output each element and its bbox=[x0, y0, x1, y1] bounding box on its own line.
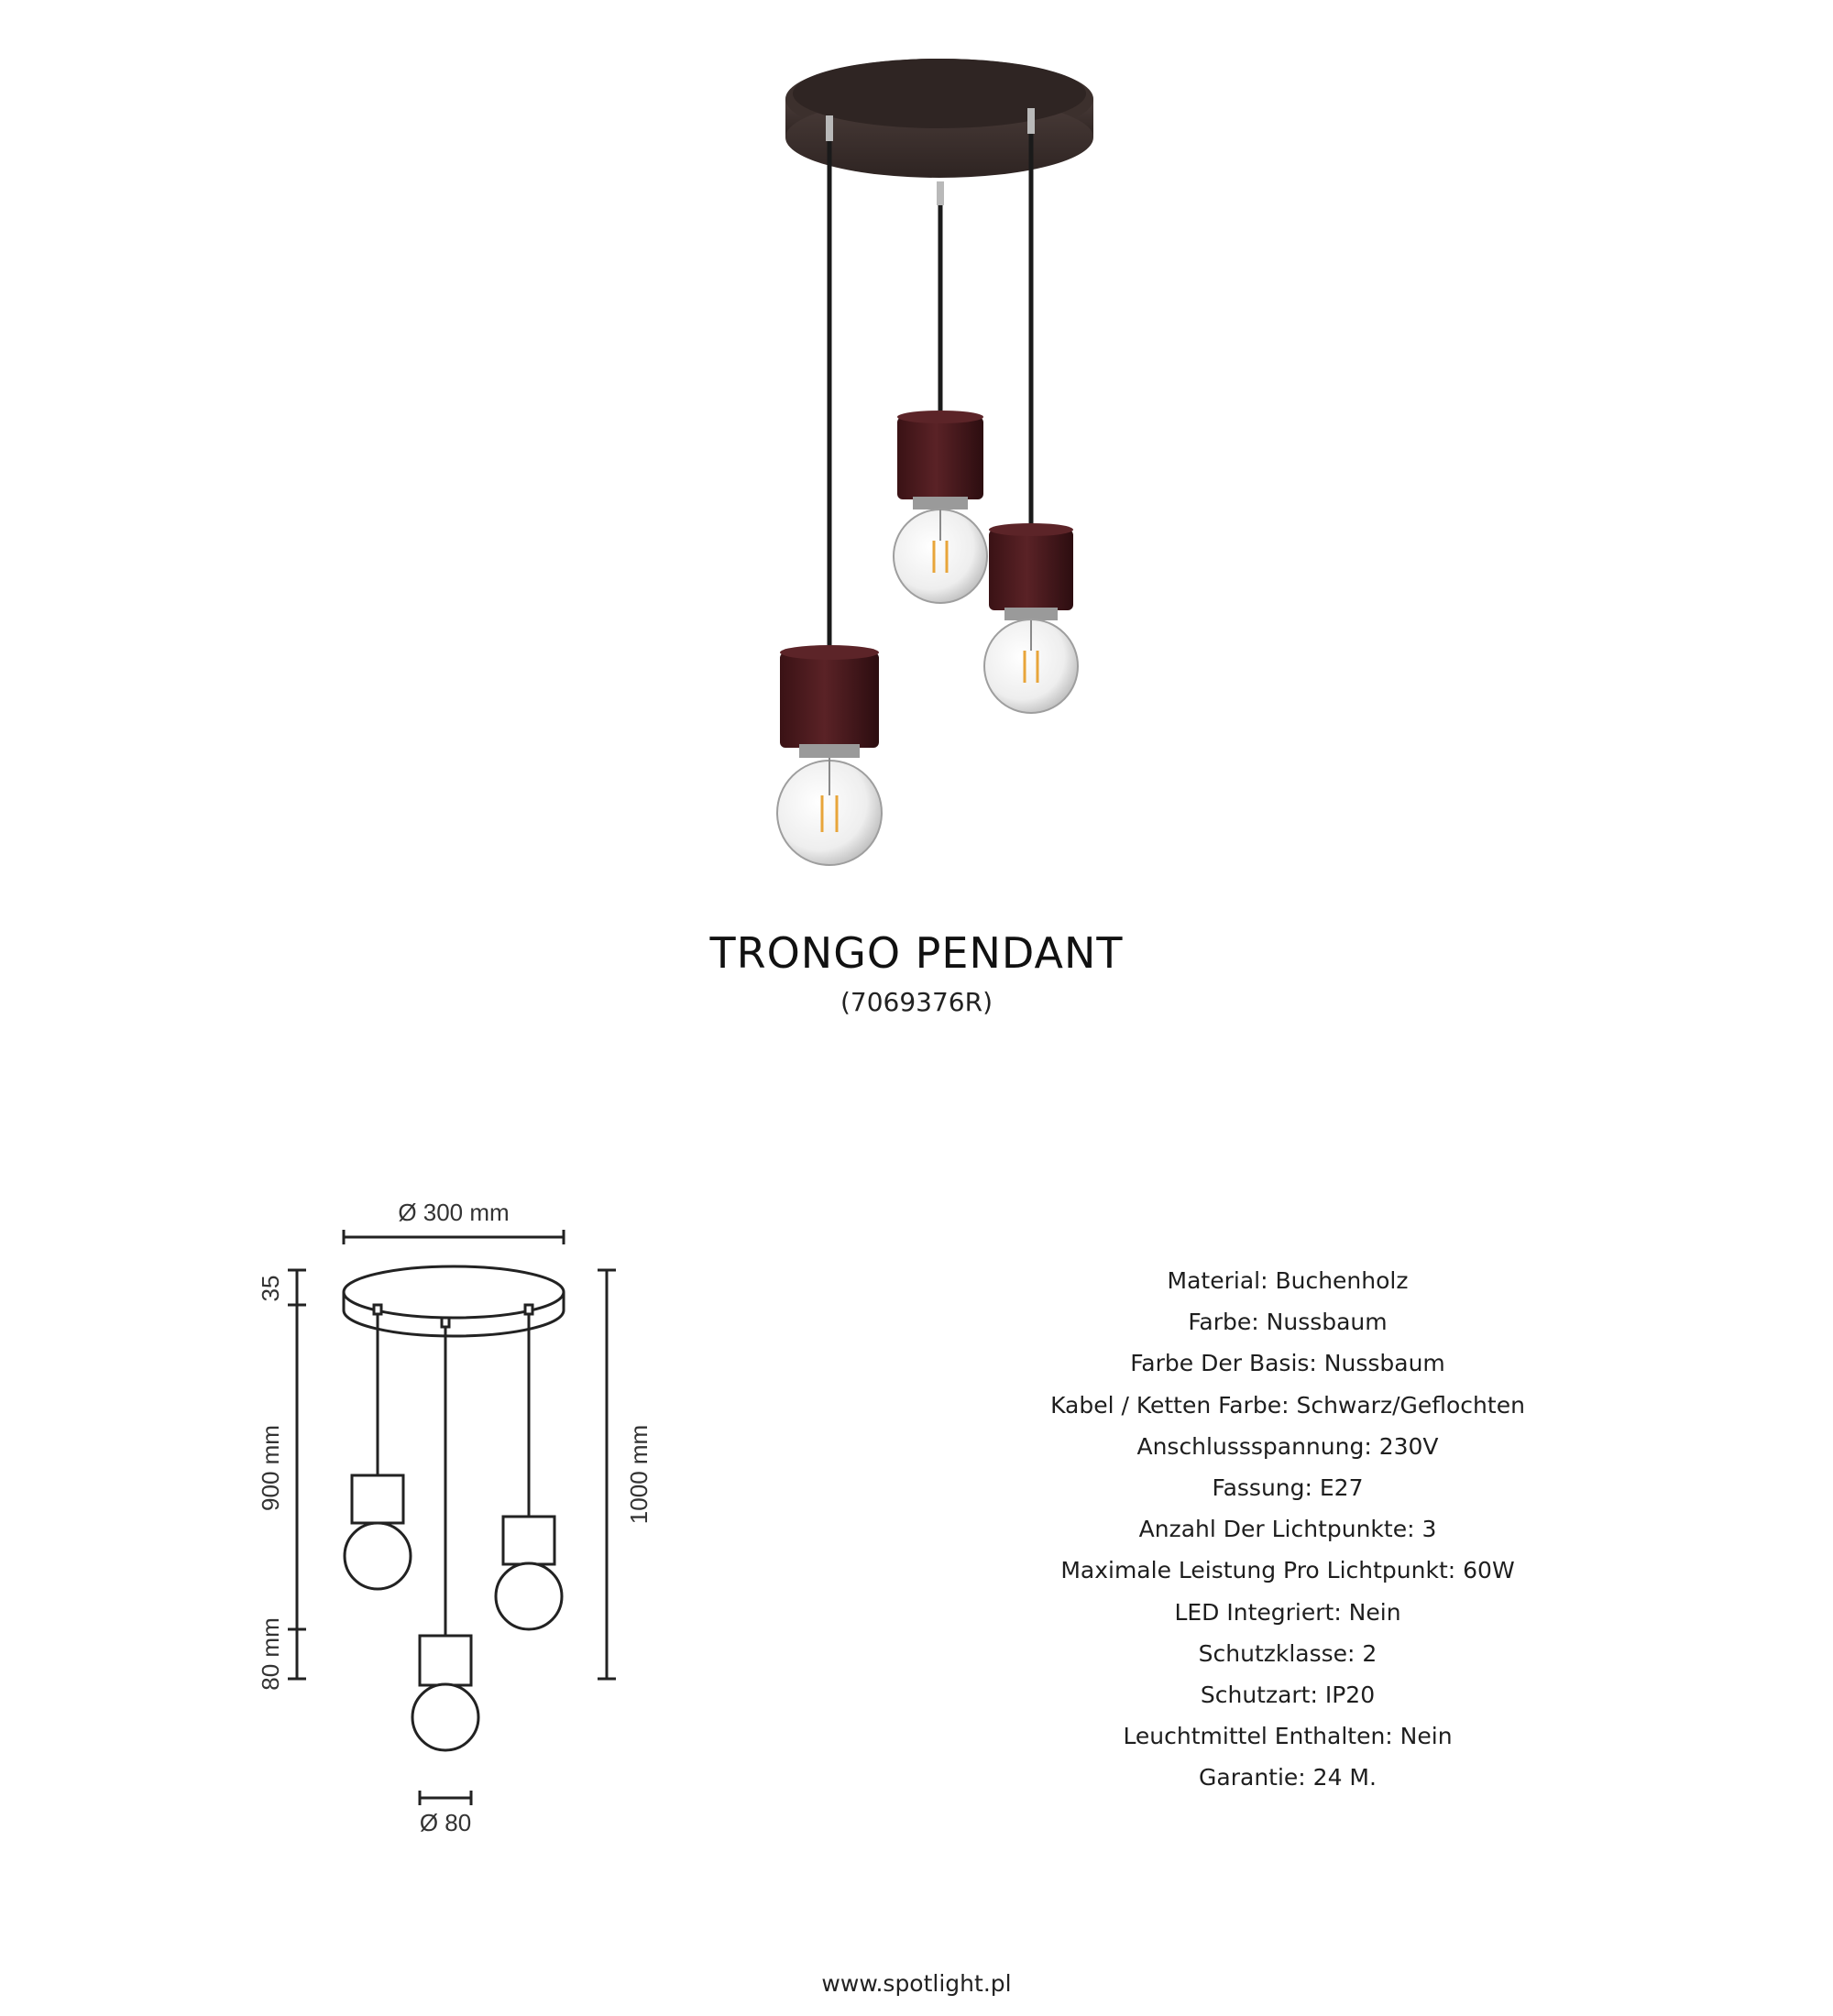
spec-warranty: Garantie: 24 M. bbox=[1199, 1764, 1377, 1791]
pendant-left bbox=[777, 645, 882, 865]
spec-light-points: Anzahl Der Lichtpunkte: 3 bbox=[1138, 1516, 1437, 1543]
spec-max-power: Maximale Leistung Pro Lichtpunkt: 60W bbox=[1060, 1557, 1515, 1584]
spec-voltage: Anschlussspannung: 230V bbox=[1136, 1432, 1439, 1460]
dimension-drawing bbox=[247, 1182, 687, 1860]
spec-color: Farbe: Nussbaum bbox=[1188, 1309, 1388, 1336]
spec-cable-color: Kabel / Ketten Farbe: Schwarz/Geflochten bbox=[1050, 1391, 1525, 1419]
product-title: TRONGO PENDANT bbox=[709, 928, 1124, 978]
total-height-label: 1000 mm bbox=[625, 1424, 653, 1525]
pendant-middle bbox=[894, 411, 987, 603]
product-photo bbox=[733, 46, 1118, 889]
canopy-diameter-label: Ø 300 mm bbox=[398, 1199, 510, 1226]
pendant-right bbox=[984, 523, 1078, 713]
spec-socket: Fassung: E27 bbox=[1212, 1474, 1364, 1502]
socket-height-label: 80 mm bbox=[257, 1617, 284, 1691]
spec-bulbs-included: Leuchtmittel Enthalten: Nein bbox=[1123, 1723, 1453, 1750]
canopy-height-label: 35 bbox=[257, 1275, 284, 1302]
spec-material: Material: Buchenholz bbox=[1167, 1267, 1409, 1294]
spec-protection-class: Schutzklasse: 2 bbox=[1198, 1639, 1377, 1667]
spec-led-integrated: LED Integriert: Nein bbox=[1174, 1598, 1401, 1626]
product-code: (7069376R) bbox=[840, 987, 993, 1017]
cable-length-label: 900 mm bbox=[257, 1425, 284, 1511]
socket-diameter-label: Ø 80 bbox=[419, 1809, 472, 1836]
footer-url: www.spotlight.pl bbox=[821, 1970, 1012, 1997]
spec-list bbox=[985, 1260, 1590, 1799]
spec-ip-rating: Schutzart: IP20 bbox=[1200, 1682, 1376, 1709]
spec-base-color: Farbe Der Basis: Nussbaum bbox=[1130, 1350, 1445, 1377]
